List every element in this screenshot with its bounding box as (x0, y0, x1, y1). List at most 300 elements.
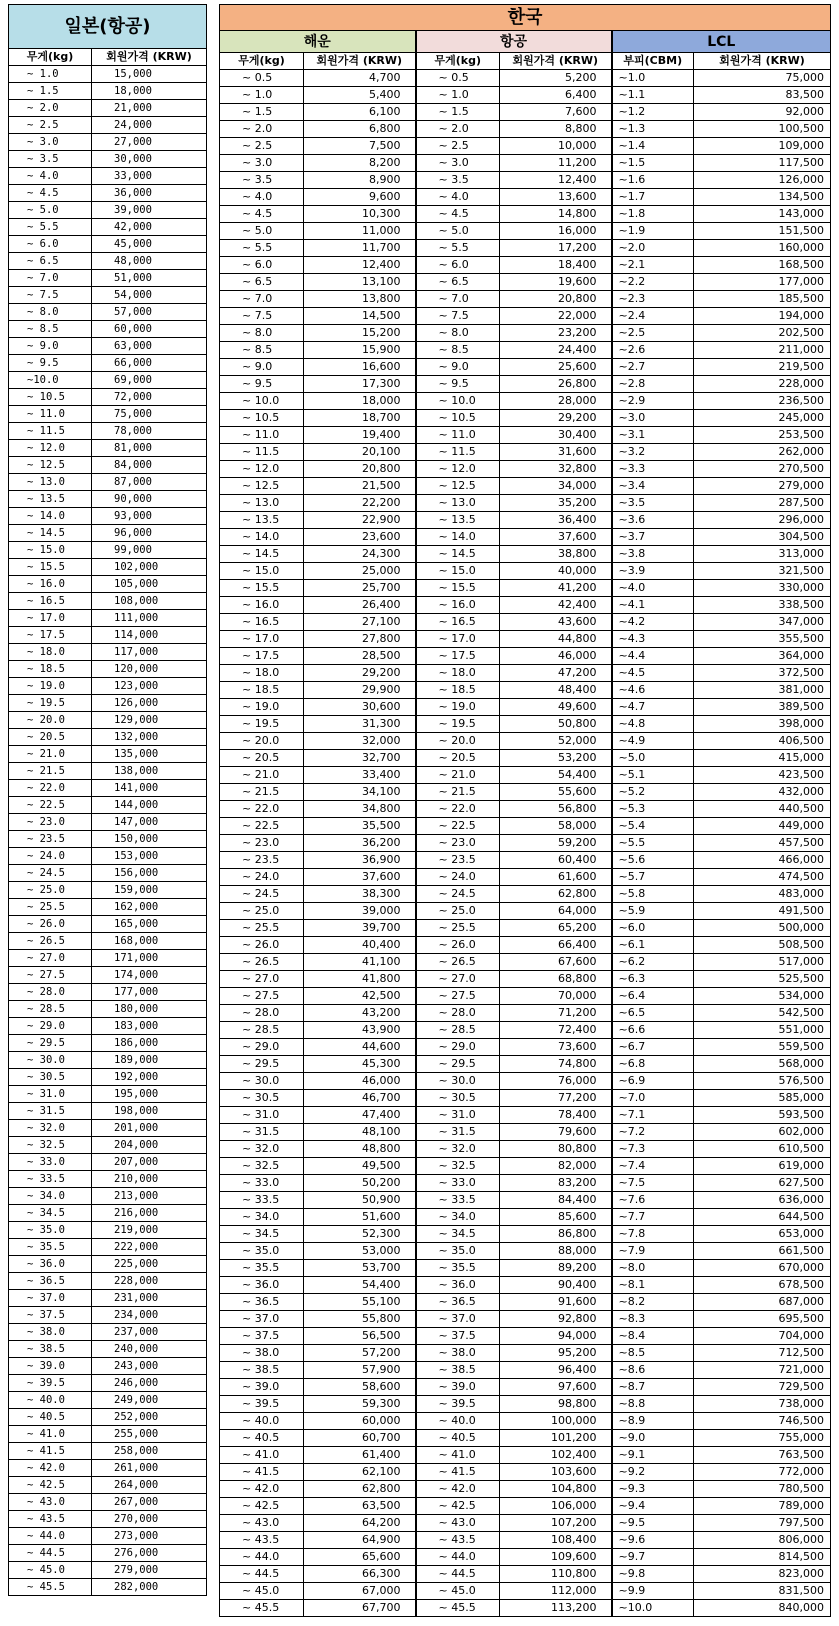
table-row (9, 185, 207, 202)
table-row (220, 750, 831, 767)
lcl-volume-cell: ~7.7 (612, 1209, 694, 1226)
japan-weight-cell: ~ 33.5 (9, 1171, 92, 1188)
lcl-price-cell: 364,000 (694, 648, 831, 665)
sea-weight-cell: ~ 16.5 (220, 614, 304, 631)
japan-price-cell: 135,000 (92, 746, 207, 763)
japan-weight-cell: ~ 37.5 (9, 1307, 92, 1324)
air-weight-cell: ~ 40.0 (416, 1413, 500, 1430)
sea-weight-cell: ~ 9.0 (220, 359, 304, 376)
air-weight-cell: ~ 15.0 (416, 563, 500, 580)
japan-weight-cell: ~ 12.0 (9, 440, 92, 457)
japan-price-cell: 195,000 (92, 1086, 207, 1103)
lcl-price-cell: 423,500 (694, 767, 831, 784)
japan-price-cell: 276,000 (92, 1545, 207, 1562)
lcl-volume-cell: ~5.0 (612, 750, 694, 767)
lcl-price-cell: 126,000 (694, 172, 831, 189)
table-row (9, 627, 207, 644)
sea-price-cell: 67,700 (304, 1600, 416, 1617)
air-price-cell: 85,600 (500, 1209, 612, 1226)
table-row (9, 1545, 207, 1562)
lcl-price-cell: 304,500 (694, 529, 831, 546)
table-row (220, 1481, 831, 1498)
japan-weight-cell: ~ 1.5 (9, 83, 92, 100)
japan-price-cell: 27,000 (92, 134, 207, 151)
lcl-volume-cell: ~9.9 (612, 1583, 694, 1600)
table-row (220, 325, 831, 342)
table-row (9, 236, 207, 253)
air-weight-cell: ~ 11.0 (416, 427, 500, 444)
air-weight-cell: ~ 29.0 (416, 1039, 500, 1056)
air-weight-cell: ~ 21.5 (416, 784, 500, 801)
japan-weight-cell: ~ 33.0 (9, 1154, 92, 1171)
japan-price-cell: 105,000 (92, 576, 207, 593)
air-price-cell: 97,600 (500, 1379, 612, 1396)
air-weight-cell: ~ 28.0 (416, 1005, 500, 1022)
japan-price-cell: 255,000 (92, 1426, 207, 1443)
table-row (220, 1498, 831, 1515)
lcl-price-cell: 389,500 (694, 699, 831, 716)
lcl-volume-cell: ~4.0 (612, 580, 694, 597)
japan-price-cell: 204,000 (92, 1137, 207, 1154)
lcl-price-cell: 602,000 (694, 1124, 831, 1141)
air-price-cell: 72,400 (500, 1022, 612, 1039)
table-row (9, 984, 207, 1001)
table-row (9, 1460, 207, 1477)
table-row (9, 1205, 207, 1222)
japan-weight-cell: ~ 7.5 (9, 287, 92, 304)
table-row (9, 100, 207, 117)
sea-price-cell: 50,200 (304, 1175, 416, 1192)
sea-weight-cell: ~ 28.5 (220, 1022, 304, 1039)
lcl-volume-cell: ~4.2 (612, 614, 694, 631)
table-row (220, 1413, 831, 1430)
japan-weight-cell: ~ 35.0 (9, 1222, 92, 1239)
sea-price-cell: 41,800 (304, 971, 416, 988)
lcl-volume-cell: ~9.8 (612, 1566, 694, 1583)
air-price-cell: 76,000 (500, 1073, 612, 1090)
japan-weight-cell: ~ 13.5 (9, 491, 92, 508)
japan-price-cell: 33,000 (92, 168, 207, 185)
sea-price-cell: 32,000 (304, 733, 416, 750)
lcl-volume-cell: ~3.4 (612, 478, 694, 495)
air-weight-cell: ~ 19.5 (416, 716, 500, 733)
japan-weight-cell: ~ 20.0 (9, 712, 92, 729)
japan-weight-cell: ~ 28.0 (9, 984, 92, 1001)
lcl-volume-cell: ~5.6 (612, 852, 694, 869)
table-row (9, 508, 207, 525)
table-row (220, 427, 831, 444)
sea-price-cell: 34,100 (304, 784, 416, 801)
lcl-volume-cell: ~3.8 (612, 546, 694, 563)
japan-price-cell: 45,000 (92, 236, 207, 253)
sea-weight-cell: ~ 23.5 (220, 852, 304, 869)
air-price-cell: 107,200 (500, 1515, 612, 1532)
lcl-volume-cell: ~4.5 (612, 665, 694, 682)
air-price-cell: 66,400 (500, 937, 612, 954)
sea-weight-cell: ~ 43.5 (220, 1532, 304, 1549)
korea-lcl-group-header: LCL (612, 31, 831, 53)
sea-weight-cell: ~ 26.5 (220, 954, 304, 971)
air-weight-cell: ~ 1.5 (416, 104, 500, 121)
sea-weight-cell: ~ 14.5 (220, 546, 304, 563)
table-row (9, 678, 207, 695)
sea-price-cell: 36,900 (304, 852, 416, 869)
japan-price-cell: 51,000 (92, 270, 207, 287)
table-row (220, 189, 831, 206)
japan-price-cell: 264,000 (92, 1477, 207, 1494)
table-row (9, 763, 207, 780)
lcl-volume-cell: ~4.6 (612, 682, 694, 699)
lcl-price-cell: 551,000 (694, 1022, 831, 1039)
air-price-cell: 48,400 (500, 682, 612, 699)
lcl-volume-cell: ~9.3 (612, 1481, 694, 1498)
air-price-cell: 49,600 (500, 699, 612, 716)
air-weight-cell: ~ 0.5 (416, 70, 500, 87)
japan-price-cell: 24,000 (92, 117, 207, 134)
table-row (220, 104, 831, 121)
japan-price-cell: 48,000 (92, 253, 207, 270)
lcl-price-cell: 814,500 (694, 1549, 831, 1566)
sea-price-cell: 11,000 (304, 223, 416, 240)
table-row (9, 1511, 207, 1528)
lcl-price-cell: 678,500 (694, 1277, 831, 1294)
lcl-volume-cell: ~7.8 (612, 1226, 694, 1243)
air-price-cell: 103,600 (500, 1464, 612, 1481)
air-price-cell: 56,800 (500, 801, 612, 818)
table-row (9, 729, 207, 746)
table-row (220, 1260, 831, 1277)
sea-weight-cell: ~ 5.0 (220, 223, 304, 240)
air-weight-cell: ~ 32.0 (416, 1141, 500, 1158)
air-price-cell: 19,600 (500, 274, 612, 291)
sea-weight-cell: ~ 30.0 (220, 1073, 304, 1090)
sea-weight-cell: ~ 33.5 (220, 1192, 304, 1209)
sea-price-cell: 27,100 (304, 614, 416, 631)
japan-weight-cell: ~ 42.5 (9, 1477, 92, 1494)
lcl-price-cell: 92,000 (694, 104, 831, 121)
japan-weight-cell: ~ 39.0 (9, 1358, 92, 1375)
lcl-price-cell: 517,000 (694, 954, 831, 971)
japan-weight-cell: ~ 20.5 (9, 729, 92, 746)
japan-weight-cell: ~ 45.5 (9, 1579, 92, 1596)
japan-weight-cell: ~ 9.0 (9, 338, 92, 355)
sea-weight-cell: ~ 35.5 (220, 1260, 304, 1277)
lcl-price-cell: 729,500 (694, 1379, 831, 1396)
japan-price-cell: 93,000 (92, 508, 207, 525)
japan-price-cell: 159,000 (92, 882, 207, 899)
sea-price-cell: 41,100 (304, 954, 416, 971)
lcl-price-cell: 644,500 (694, 1209, 831, 1226)
japan-air-rate-table (8, 4, 207, 1596)
table-row (220, 1209, 831, 1226)
japan-weight-cell: ~ 44.0 (9, 1528, 92, 1545)
lcl-price-cell: 780,500 (694, 1481, 831, 1498)
sea-price-cell: 36,200 (304, 835, 416, 852)
japan-price-cell: 108,000 (92, 593, 207, 610)
air-weight-cell: ~ 30.5 (416, 1090, 500, 1107)
sea-weight-cell: ~ 14.0 (220, 529, 304, 546)
sea-price-cell: 18,700 (304, 410, 416, 427)
lcl-volume-cell: ~5.5 (612, 835, 694, 852)
lcl-volume-cell: ~1.8 (612, 206, 694, 223)
sea-price-cell: 43,200 (304, 1005, 416, 1022)
sea-price-cell: 19,400 (304, 427, 416, 444)
lcl-volume-cell: ~3.5 (612, 495, 694, 512)
japan-weight-cell: ~ 41.0 (9, 1426, 92, 1443)
lcl-price-cell: 457,500 (694, 835, 831, 852)
air-price-cell: 113,200 (500, 1600, 612, 1617)
table-row (220, 1175, 831, 1192)
table-row (220, 903, 831, 920)
lcl-volume-cell: ~5.8 (612, 886, 694, 903)
air-price-cell: 24,400 (500, 342, 612, 359)
table-row (9, 1494, 207, 1511)
air-weight-cell: ~ 31.0 (416, 1107, 500, 1124)
sea-price-cell: 12,400 (304, 257, 416, 274)
table-row (220, 631, 831, 648)
sea-weight-cell: ~ 22.5 (220, 818, 304, 835)
sea-price-cell: 34,800 (304, 801, 416, 818)
japan-weight-cell: ~ 34.5 (9, 1205, 92, 1222)
japan-price-cell: 96,000 (92, 525, 207, 542)
table-row (220, 1464, 831, 1481)
air-weight-cell: ~ 40.5 (416, 1430, 500, 1447)
japan-price-cell: 111,000 (92, 610, 207, 627)
japan-price-cell: 237,000 (92, 1324, 207, 1341)
lcl-price-cell: 670,000 (694, 1260, 831, 1277)
japan-price-cell: 216,000 (92, 1205, 207, 1222)
lcl-volume-cell: ~1.4 (612, 138, 694, 155)
table-row (220, 971, 831, 988)
sea-price-cell: 16,600 (304, 359, 416, 376)
air-price-cell: 106,000 (500, 1498, 612, 1515)
air-price-cell: 89,200 (500, 1260, 612, 1277)
japan-weight-cell: ~ 39.5 (9, 1375, 92, 1392)
lcl-price-cell: 143,000 (694, 206, 831, 223)
table-row (220, 1549, 831, 1566)
lcl-volume-cell: ~8.7 (612, 1379, 694, 1396)
table-row (220, 1311, 831, 1328)
sea-price-cell: 20,100 (304, 444, 416, 461)
japan-price-cell: 141,000 (92, 780, 207, 797)
table-row (9, 916, 207, 933)
sea-price-cell: 63,500 (304, 1498, 416, 1515)
table-row (220, 393, 831, 410)
lcl-volume-cell: ~4.1 (612, 597, 694, 614)
table-row (9, 1018, 207, 1035)
lcl-volume-cell: ~8.0 (612, 1260, 694, 1277)
sea-weight-cell: ~ 10.0 (220, 393, 304, 410)
sea-price-cell: 42,500 (304, 988, 416, 1005)
table-row (220, 869, 831, 886)
sea-weight-cell: ~ 37.5 (220, 1328, 304, 1345)
korea-air-group-header: 항공 (416, 31, 612, 53)
sea-price-cell: 25,000 (304, 563, 416, 580)
sea-price-cell: 57,200 (304, 1345, 416, 1362)
lcl-price-cell: 466,000 (694, 852, 831, 869)
air-price-cell: 55,600 (500, 784, 612, 801)
table-row (9, 933, 207, 950)
lcl-volume-cell: ~10.0 (612, 1600, 694, 1617)
sea-price-cell: 65,600 (304, 1549, 416, 1566)
lcl-volume-cell: ~9.5 (612, 1515, 694, 1532)
japan-weight-cell: ~ 40.5 (9, 1409, 92, 1426)
table-row (9, 950, 207, 967)
lcl-price-cell: 797,500 (694, 1515, 831, 1532)
sea-weight-cell: ~ 3.0 (220, 155, 304, 172)
lcl-volume-cell: ~6.8 (612, 1056, 694, 1073)
air-price-cell: 46,000 (500, 648, 612, 665)
air-weight-cell: ~ 6.0 (416, 257, 500, 274)
air-price-cell: 13,600 (500, 189, 612, 206)
lcl-volume-cell: ~6.5 (612, 1005, 694, 1022)
table-row (220, 291, 831, 308)
sea-price-cell: 15,200 (304, 325, 416, 342)
sea-weight-cell: ~ 7.0 (220, 291, 304, 308)
japan-price-cell: 267,000 (92, 1494, 207, 1511)
lcl-price-cell: 134,500 (694, 189, 831, 206)
air-price-cell: 62,800 (500, 886, 612, 903)
air-weight-cell: ~ 21.0 (416, 767, 500, 784)
sea-weight-cell: ~ 4.0 (220, 189, 304, 206)
sea-price-cell: 35,500 (304, 818, 416, 835)
air-price-cell: 36,400 (500, 512, 612, 529)
air-weight-cell: ~ 34.0 (416, 1209, 500, 1226)
lcl-price-cell: 151,500 (694, 223, 831, 240)
air-weight-cell: ~ 7.5 (416, 308, 500, 325)
japan-price-cell: 258,000 (92, 1443, 207, 1460)
japan-weight-cell: ~ 11.5 (9, 423, 92, 440)
air-weight-cell: ~ 34.5 (416, 1226, 500, 1243)
japan-weight-cell: ~ 4.0 (9, 168, 92, 185)
air-weight-cell: ~ 7.0 (416, 291, 500, 308)
air-price-cell: 38,800 (500, 546, 612, 563)
lcl-price-cell: 542,500 (694, 1005, 831, 1022)
sea-weight-cell: ~ 11.5 (220, 444, 304, 461)
sea-price-cell: 5,400 (304, 87, 416, 104)
japan-price-cell: 279,000 (92, 1562, 207, 1579)
air-price-cell: 109,600 (500, 1549, 612, 1566)
sea-weight-cell: ~ 5.5 (220, 240, 304, 257)
lcl-price-cell: 636,000 (694, 1192, 831, 1209)
lcl-volume-cell: ~1.2 (612, 104, 694, 121)
lcl-price-cell: 746,500 (694, 1413, 831, 1430)
lcl-price-cell: 236,500 (694, 393, 831, 410)
table-row (9, 491, 207, 508)
air-price-cell: 82,000 (500, 1158, 612, 1175)
air-weight-cell: ~ 14.5 (416, 546, 500, 563)
table-row (9, 372, 207, 389)
lcl-volume-cell: ~9.7 (612, 1549, 694, 1566)
air-weight-cell: ~ 27.0 (416, 971, 500, 988)
lcl-price-cell: 576,500 (694, 1073, 831, 1090)
lcl-price-cell: 653,000 (694, 1226, 831, 1243)
lcl-price-cell: 398,000 (694, 716, 831, 733)
table-row (9, 593, 207, 610)
table-row (220, 206, 831, 223)
lcl-volume-cell: ~4.3 (612, 631, 694, 648)
sea-weight-cell: ~ 1.5 (220, 104, 304, 121)
sea-weight-cell: ~ 44.0 (220, 1549, 304, 1566)
air-price-cell: 84,400 (500, 1192, 612, 1209)
table-row (220, 1532, 831, 1549)
japan-weight-cell: ~ 24.0 (9, 848, 92, 865)
japan-weight-cell: ~ 10.5 (9, 389, 92, 406)
air-weight-cell: ~ 36.0 (416, 1277, 500, 1294)
sea-price-cell: 60,700 (304, 1430, 416, 1447)
sea-weight-cell: ~ 34.0 (220, 1209, 304, 1226)
sea-weight-cell: ~ 7.5 (220, 308, 304, 325)
japan-price-header: 회원가격 (KRW) (92, 49, 207, 66)
table-row (220, 138, 831, 155)
air-price-cell: 83,200 (500, 1175, 612, 1192)
sea-weight-cell: ~ 31.5 (220, 1124, 304, 1141)
air-weight-cell: ~ 37.0 (416, 1311, 500, 1328)
japan-weight-cell: ~ 6.5 (9, 253, 92, 270)
sea-weight-cell: ~ 21.5 (220, 784, 304, 801)
sea-price-cell: 61,400 (304, 1447, 416, 1464)
lcl-volume-cell: ~3.7 (612, 529, 694, 546)
sea-weight-cell: ~ 16.0 (220, 597, 304, 614)
air-price-cell: 29,200 (500, 410, 612, 427)
table-row (220, 988, 831, 1005)
japan-price-cell: 129,000 (92, 712, 207, 729)
table-row (220, 920, 831, 937)
table-row (9, 882, 207, 899)
air-price-cell: 23,200 (500, 325, 612, 342)
air-weight-cell: ~ 10.5 (416, 410, 500, 427)
table-row (220, 546, 831, 563)
lcl-price-cell: 194,000 (694, 308, 831, 325)
lcl-price-cell: 202,500 (694, 325, 831, 342)
air-weight-cell: ~ 27.5 (416, 988, 500, 1005)
lcl-price-cell: 491,500 (694, 903, 831, 920)
air-weight-cell: ~ 42.0 (416, 1481, 500, 1498)
lcl-volume-cell: ~2.5 (612, 325, 694, 342)
air-weight-cell: ~ 33.5 (416, 1192, 500, 1209)
lcl-volume-cell: ~8.4 (612, 1328, 694, 1345)
table-row (220, 886, 831, 903)
japan-weight-cell: ~ 6.0 (9, 236, 92, 253)
table-row (220, 1005, 831, 1022)
japan-weight-cell: ~ 2.5 (9, 117, 92, 134)
sea-weight-cell: ~ 32.0 (220, 1141, 304, 1158)
air-weight-cell: ~ 38.0 (416, 1345, 500, 1362)
air-price-cell: 74,800 (500, 1056, 612, 1073)
japan-price-cell: 261,000 (92, 1460, 207, 1477)
japan-price-cell: 75,000 (92, 406, 207, 423)
sea-price-cell: 52,300 (304, 1226, 416, 1243)
sea-weight-cell: ~ 41.0 (220, 1447, 304, 1464)
sea-weight-cell: ~ 18.0 (220, 665, 304, 682)
table-row (220, 852, 831, 869)
air-price-cell: 22,000 (500, 308, 612, 325)
lcl-price-cell: 755,000 (694, 1430, 831, 1447)
japan-price-cell: 126,000 (92, 695, 207, 712)
table-row (220, 308, 831, 325)
sea-price-cell: 18,000 (304, 393, 416, 410)
sea-weight-cell: ~ 17.5 (220, 648, 304, 665)
table-row (9, 457, 207, 474)
japan-price-cell: 192,000 (92, 1069, 207, 1086)
korea-rate-table (219, 4, 831, 1617)
table-row (220, 478, 831, 495)
air-price-cell: 12,400 (500, 172, 612, 189)
sea-price-cell: 48,100 (304, 1124, 416, 1141)
table-row (220, 410, 831, 427)
japan-weight-cell: ~ 4.5 (9, 185, 92, 202)
table-row (9, 253, 207, 270)
